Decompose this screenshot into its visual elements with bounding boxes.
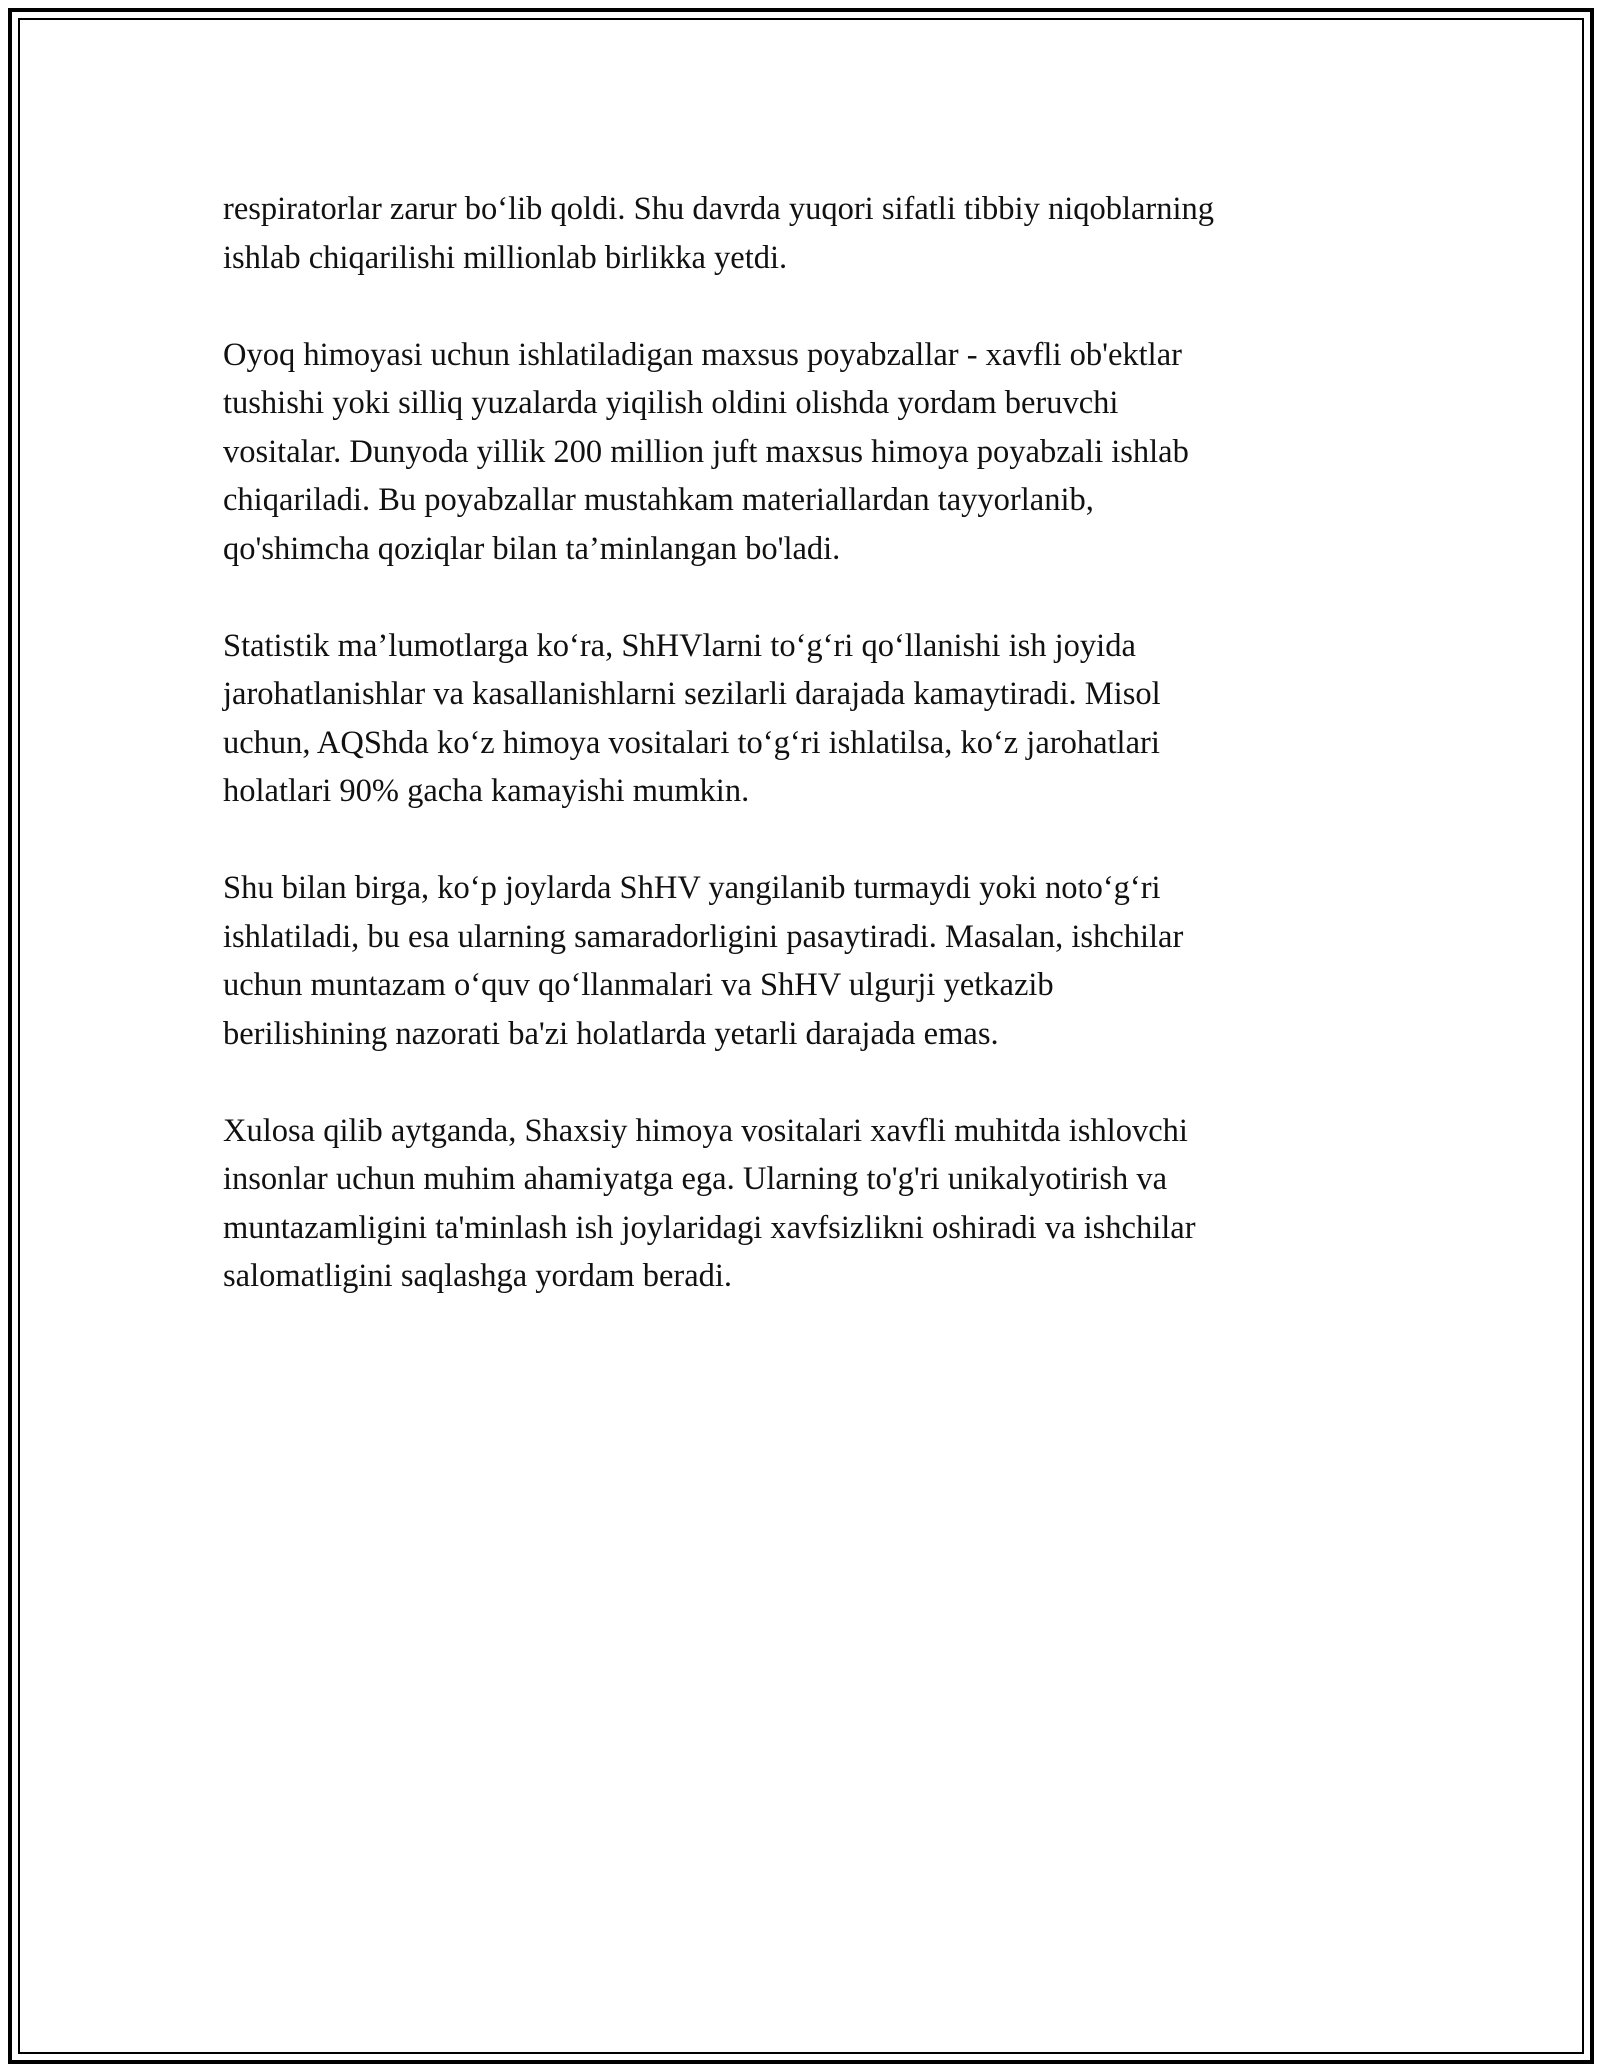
paragraph-5: Xulosa qilib aytganda, Shaxsiy himoya vositalari xavfli muhitda ishlovchi insonlar uchun muhim ahamiyatga ega. Ularning to'g'ri unikalyotirish va muntazamligini ta'minlash ish joylaridagi xavfsizlikni oshiradi va ishchilar salomatligini saqlashga yordam beradi. <box>223 1112 1196 1294</box>
paragraph-1: respiratorlar zarur bo‘lib qoldi. Shu davrda yuqori sifatli tibbiy niqoblarning ishlab chiqarilishi millionlab birlikka yetdi. <box>223 191 1215 276</box>
paragraph-2: Oyoq himoyasi uchun ishlatiladigan maxsus poyabzallar - xavfli ob'ektlar tushishi yoki silliq yuzalarda yiqilish oldini olishda yordam beruvchi vositalar. Dunyoda yillik 200 million juft maxsus himoya poyabzali ishlab chiqariladi. Bu poyabzallar mustahkam materiallardan tayyorlanib, qo'shimcha qoziqlar bilan ta’minlangan bo'ladi. <box>223 336 1189 567</box>
paragraph-4: Shu bilan birga, ko‘p joylarda ShHV yangilanib turmaydi yoki noto‘g‘ri ishlatiladi, bu esa ularning samaradorligini pasaytiradi. Masalan, ishchilar uchun muntazam o‘quv qo‘llanmalari va ShHV ulgurji yetkazib berilishining nazorati ba'zi holatlarda yetarli darajada emas. <box>223 870 1184 1052</box>
document-body <box>223 185 1373 1349</box>
paragraph-3: Statistik ma’lumotlarga ko‘ra, ShHVlarni to‘g‘ri qo‘llanishi ish joyida jarohatlanishlar va kasallanishlarni sezilarli darajada kamaytiradi. Misol uchun, AQShda ko‘z himoya vositalari to‘g‘ri ishlatilsa, ko‘z jarohatlari holatlari 90% gacha kamayishi mumkin. <box>223 627 1161 809</box>
